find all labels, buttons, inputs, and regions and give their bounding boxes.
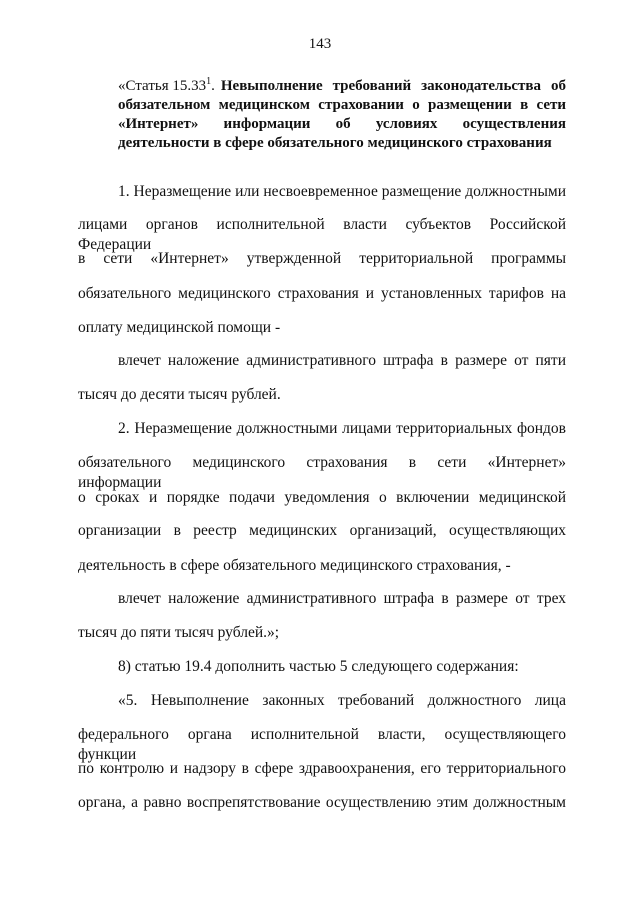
- text-line: обязательного медицинского страхования и установленных тарифов на: [78, 285, 566, 302]
- text-line: в сети «Интернет» утвержденной территориальной программы: [78, 250, 566, 267]
- article-heading: [118, 77, 566, 153]
- article-number: [118, 77, 215, 96]
- text-line: о сроках и порядке подачи уведомления о включении медицинской: [78, 489, 566, 506]
- text-line: обязательного медицинского страхования в сети «Интернет» информации: [78, 454, 566, 491]
- text-line: лицами органов исполнительной власти субъектов Российской Федерации: [78, 216, 566, 253]
- page-number: 143: [308, 36, 332, 52]
- text-line: органа, а равно воспрепятствование осуществлению этим должностным: [78, 794, 566, 811]
- text-line: 2. Неразмещение должностными лицами территориальных фондов: [118, 420, 566, 437]
- text-line: влечет наложение административного штрафа в размере от пяти: [118, 352, 566, 369]
- text-line: деятельность в сфере обязательного медицинского страхования, -: [78, 557, 511, 574]
- article-lead: «Статья 15.33: [118, 78, 207, 94]
- text-line: по контролю и надзору в сфере здравоохранения, его территориального: [78, 760, 566, 777]
- article-superscript: 1: [206, 76, 212, 87]
- text-line: 8) статью 19.4 дополнить частью 5 следующего содержания:: [118, 658, 519, 675]
- text-line: тысяч до пяти тысяч рублей.»;: [78, 624, 280, 641]
- text-line: организации в реестр медицинских организаций, осуществляющих: [78, 522, 566, 539]
- article-lead-suffix: .: [211, 78, 215, 94]
- text-line: федерального органа исполнительной власти, осуществляющего функции: [78, 726, 566, 763]
- text-line: влечет наложение административного штрафа в размере от трех: [118, 590, 566, 607]
- text-line: тысяч до десяти тысяч рублей.: [78, 386, 281, 403]
- text-line: «5. Невыполнение законных требований должностного лица: [118, 692, 566, 709]
- text-line: 1. Неразмещение или несвоевременное размещение должностными: [118, 183, 566, 200]
- text-line: оплату медицинской помощи -: [78, 319, 281, 336]
- article-title: Невыполнение требований законодательства об обязательном медицинском страховании о размещении в сети «Интернет» информации об условиях осуществления деятельности в сфере обязательного медицинского страхования: [118, 78, 566, 151]
